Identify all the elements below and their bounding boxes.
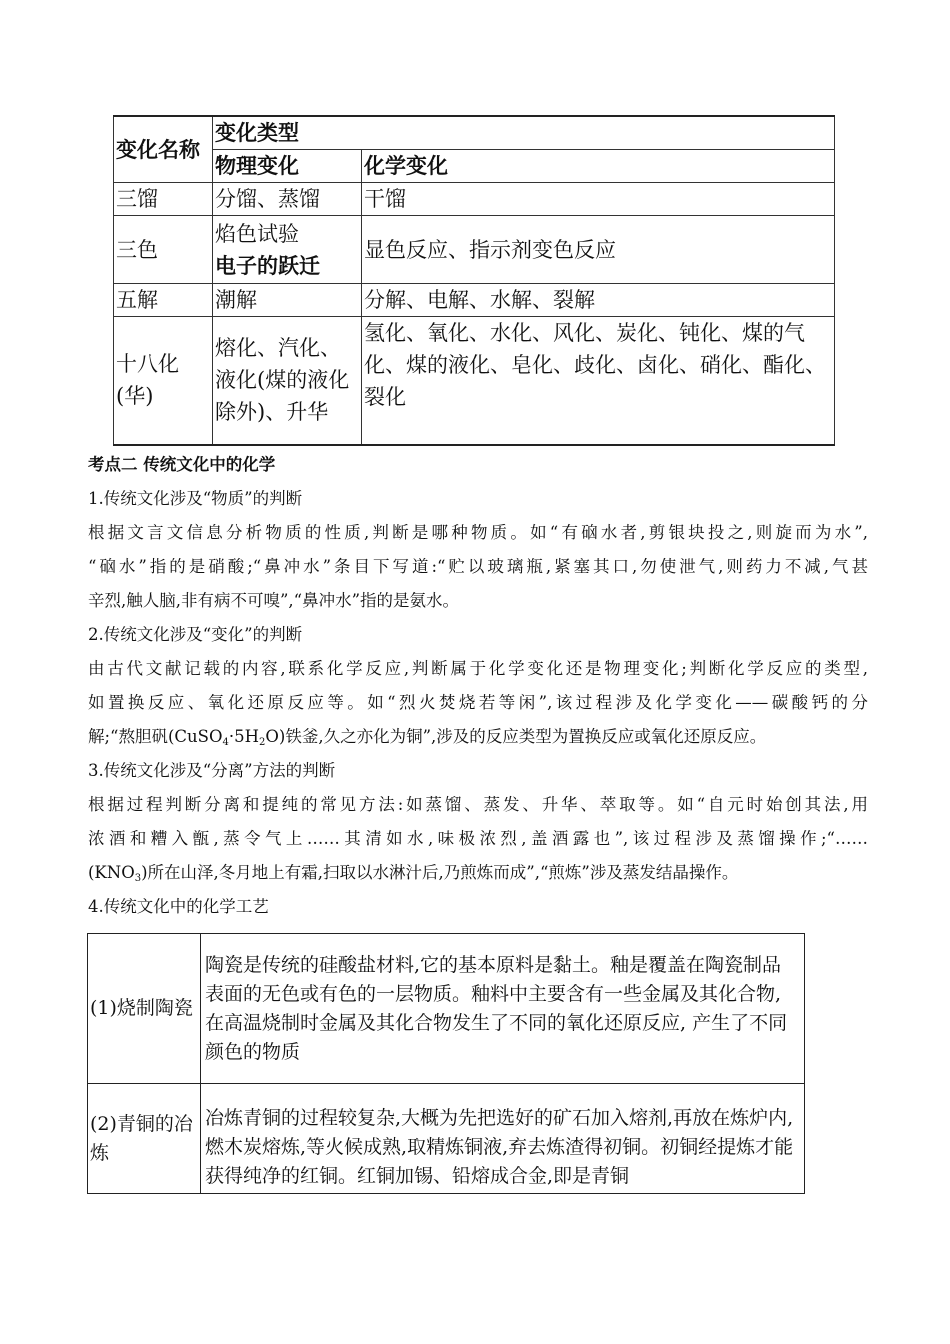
header-chemical: 化学变化 — [362, 150, 835, 183]
physical-text: 焰色试验 — [215, 221, 299, 246]
craft-text: 陶瓷是传统的硅酸盐材料,它的基本原料是黏土。釉是覆盖在陶瓷制品表面的无色或有色的一层物质。釉料中主要含有一些金属及其化合物,在高温烧制时金属及其化合物发生了不同的氧化还原反应, 产生了不同颜色的物质 — [201, 934, 805, 1084]
header-change-name: 变化名称 — [114, 116, 213, 183]
subheading-change: 2.传统文化涉及“变化”的判断 — [88, 625, 303, 644]
header-physical: 物理变化 — [213, 150, 362, 183]
paragraph-line: 根据文言文信息分析物质的性质,判断是哪种物质。如“有硇水者,剪银块投之,则旋而为水”, — [88, 523, 868, 542]
paragraph-line: 解;“熬胆矾$(CuSO_4\cdot 5H_2O)$铁釜,久之亦化为铜”,涉及的反应类型为置换反应或氧化还原反应。 — [88, 727, 767, 748]
row-chemical: 分解、电解、水解、裂解 — [362, 284, 835, 317]
chemical-craft-table — [87, 933, 805, 1194]
subheading-substance: 1.传统文化涉及“物质”的判断 — [88, 489, 303, 508]
paragraph-line: 根据过程判断分离和提纯的常见方法:如蒸馏、蒸发、升华、萃取等。如“自元时始创其法,用 — [88, 795, 868, 814]
change-type-table — [113, 115, 835, 446]
row-chemical: 干馏 — [362, 183, 835, 216]
subheading-separation: 3.传统文化涉及“分离”方法的判断 — [88, 761, 336, 780]
row-name: 三馏 — [114, 183, 213, 216]
row-name: 五解 — [114, 284, 213, 317]
physical-extra: 电子的跃迁 — [215, 252, 320, 278]
row-name: 三色 — [114, 216, 213, 284]
row-name: 十八化(华) — [114, 317, 213, 445]
paragraph-line: 浓酒和糟入甑,蒸令气上……其清如水,味极浓烈,盖酒露也”,该过程涉及蒸馏操作;“…… — [88, 829, 868, 848]
craft-label: (1)烧制陶瓷 — [88, 934, 201, 1084]
subheading-craft: 4.传统文化中的化学工艺 — [88, 897, 269, 916]
section-title: 考点二 传统文化中的化学 — [88, 455, 276, 474]
paragraph-line: $(KNO_3)$所在山泽,冬月地上有霜,扫取以水淋汁后,乃煎炼而成”,“煎炼”涉及蒸发结晶操作。 — [88, 863, 739, 884]
row-chemical: 氢化、氧化、水化、风化、炭化、钝化、煤的气化、煤的液化、皂化、歧化、卤化、硝化、酯化、裂化 — [362, 317, 835, 445]
row-physical: 潮解 — [213, 284, 362, 317]
header-change-type: 变化类型 — [213, 116, 835, 150]
paragraph-line: 由古代文献记载的内容,联系化学反应,判断属于化学变化还是物理变化;判断化学反应的类型, — [88, 659, 868, 678]
row-physical — [213, 216, 362, 284]
paragraph-line: 如置换反应、氧化还原反应等。如“烈火焚烧若等闲”,该过程涉及化学变化——碳酸钙的分 — [88, 693, 868, 712]
section-traditional-culture — [88, 448, 868, 924]
craft-label: (2)青铜的冶炼 — [88, 1084, 201, 1194]
paragraph-line: “硇水”指的是硝酸;“鼻冲水”条目下写道:“贮以玻璃瓶,紧塞其口,勿使泄气,则药力不减,气甚 — [88, 557, 868, 576]
craft-text: 冶炼青铜的过程较复杂,大概为先把选好的矿石加入熔剂,再放在炼炉内,燃木炭熔炼,等火候成熟,取精炼铜液,弃去炼渣得初铜。初铜经提炼才能获得纯净的红铜。红铜加锡、铅熔成合金,即是青铜 — [201, 1084, 805, 1194]
row-physical: 熔化、汽化、液化(煤的液化除外)、升华 — [213, 317, 362, 445]
row-physical: 分馏、蒸馏 — [213, 183, 362, 216]
row-chemical: 显色反应、指示剂变色反应 — [362, 216, 835, 284]
paragraph-line: 辛烈,触人脑,非有病不可嗅”,“鼻冲水”指的是氨水。 — [88, 591, 460, 610]
